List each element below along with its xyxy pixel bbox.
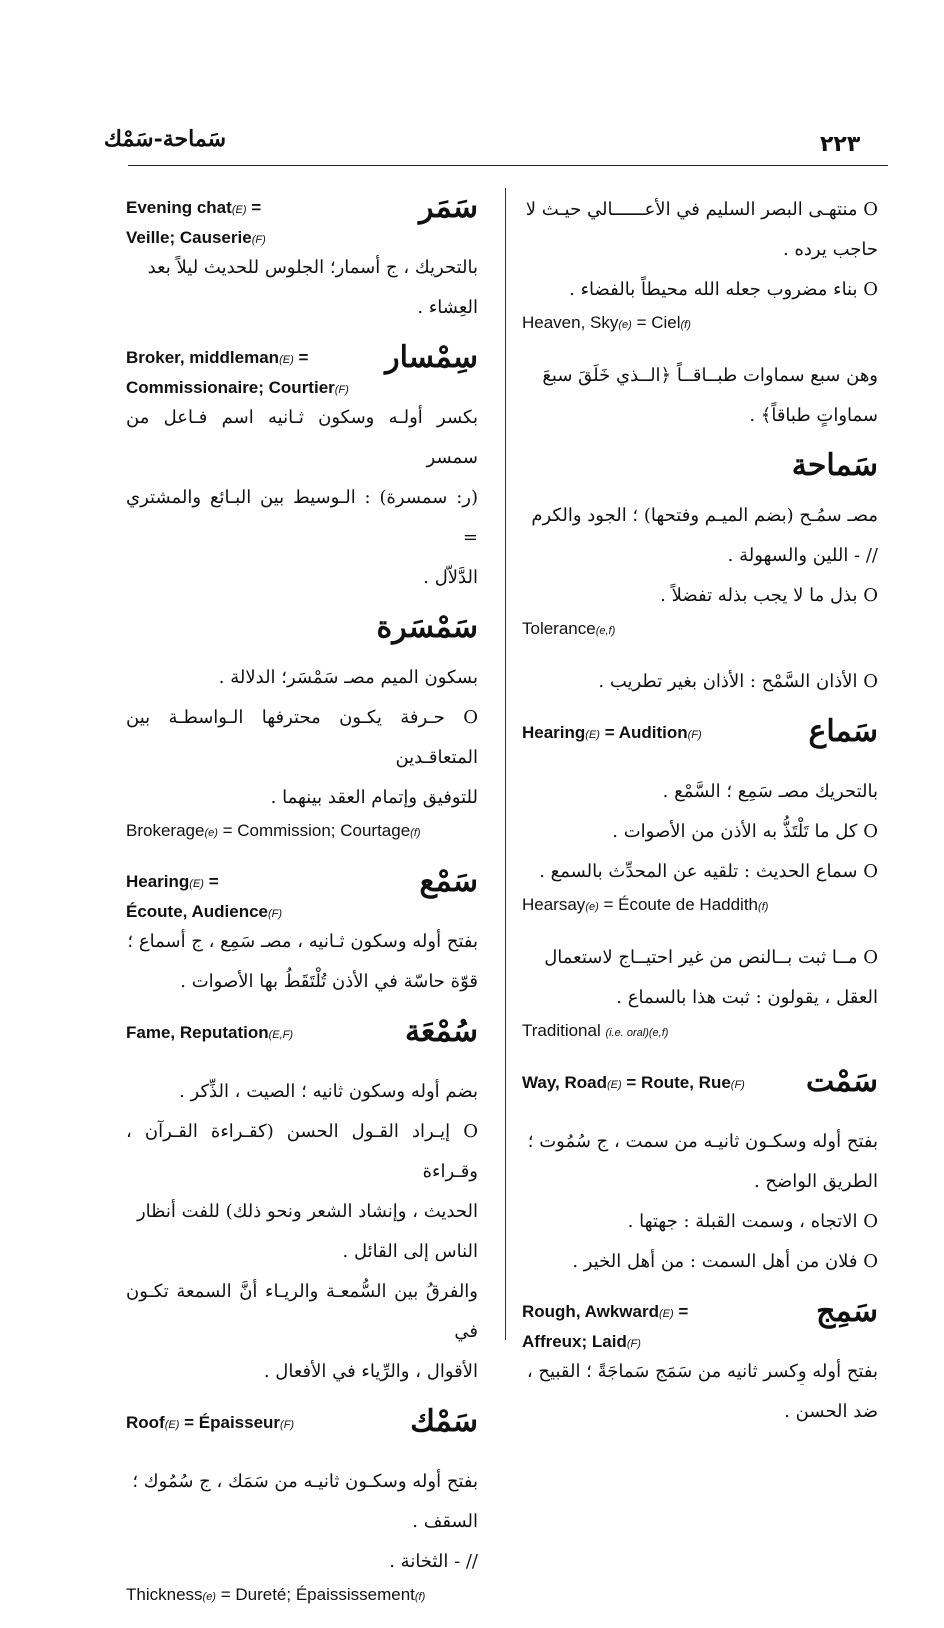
dictionary-entry: [522, 938, 878, 1064]
arabic-definition-line: O مــا ثبت بــالنص من غير احتيــاج لاستعمال: [544, 947, 878, 968]
english-definition: Heaven, Sky(e) = Ciel(f): [522, 313, 691, 332]
english-gloss: Fame, Reputation(E,F): [126, 1023, 294, 1042]
arabic-definition-line: بفتح أوله وسكون ثـانيه ، مصـ سَمِع ، ج أسماع ؛: [127, 931, 478, 952]
arabic-definition-line: // - اللين والسهولة .: [727, 545, 878, 566]
english-definition: Tolerance(e,f): [522, 619, 616, 638]
headword: سَمْك: [410, 1404, 478, 1439]
arabic-definition-line: O بناء مضروب جعله الله محيطاً بالفضاء .: [569, 279, 878, 300]
dictionary-entry: [522, 1294, 878, 1444]
arabic-definition-line: O كل ما تَلْتَذُّ به الأذن من الأصوات .: [612, 821, 878, 842]
arabic-definition-line: العِشاء .: [417, 297, 478, 318]
arabic-definition-line: O الأذان السَّمْح : الأذان بغير تطريب .: [598, 671, 878, 692]
arabic-definition-line: السقف .: [412, 1511, 478, 1532]
english-gloss: Commissionaire; Courtier(F): [126, 378, 349, 397]
dictionary-entry: [126, 864, 478, 1014]
headword: سُمْعَة: [404, 1014, 478, 1049]
arabic-definition-line: O فلان من أهل السمت : من أهل الخير .: [572, 1251, 878, 1272]
entry-header: [126, 340, 478, 398]
english-definition: Thickness(e) = Dureté; Épaississement(f): [126, 1585, 426, 1604]
arabic-definition-line: الدَّلاّل .: [423, 567, 478, 588]
arabic-definition-line: O الاتجاه ، وسمت القبلة : جهتها .: [627, 1211, 878, 1232]
english-gloss: Affreux; Laid(F): [522, 1332, 641, 1351]
headword: سَمَر: [418, 190, 478, 225]
dictionary-entry: [522, 356, 878, 448]
english-gloss: Rough, Awkward(E) =: [522, 1302, 689, 1321]
arabic-definition-line: سماواتٍ طباقاً﴾ .: [749, 405, 878, 426]
arabic-definition-line: بفتح أوله وسكـون ثانيـه من سَمَك ، ج سُمُوك ؛: [132, 1471, 478, 1492]
english-gloss: Hearing(E) =: [126, 872, 219, 891]
arabic-definition-line: الحديث ، وإنشاد الشعر ونحو ذلك) للفت أنظار: [136, 1201, 478, 1222]
headword: سَماع: [808, 714, 878, 749]
dictionary-entry: [126, 610, 478, 864]
header-rule: [128, 165, 888, 166]
arabic-definition-line: ضد الحسن .: [784, 1401, 878, 1422]
arabic-definition-line: (ر: سمسرة) : الـوسيط بين البـائع والمشتري =: [126, 487, 478, 548]
arabic-definition-line: قوّة حاسّة في الأذن تُلْتَقَطُ بها الأصوات .: [180, 971, 478, 992]
arabic-definition-line: العقل ، يقولون : ثبت هذا بالسماع .: [616, 987, 878, 1008]
arabic-definition-line: O منتهـى البصر السليم في الأعــــــالي حيـث لا: [525, 199, 878, 220]
arabic-definition-line: وهن سبع سماوات طبــاقــاً ﴿الــذي خَلَقَ سبعَ: [542, 365, 878, 386]
arabic-definition-line: O سماع الحديث : تلقيه عن المحدِّث بالسمع .: [539, 861, 878, 882]
arabic-definition-line: الطريق الواضح .: [753, 1171, 878, 1192]
headword: سَماحة: [791, 448, 878, 483]
entry-header: [522, 1294, 878, 1352]
entry-header: [522, 1064, 878, 1122]
english-gloss: Evening chat(E) =: [126, 198, 262, 217]
entry-header: [126, 190, 478, 248]
arabic-definition-line: للتوفيق وإتمام العقد بينهما .: [270, 787, 478, 808]
dictionary-entry: [522, 448, 878, 662]
arabic-definition-line: الأقوال ، والرِّياء في الأفعال .: [263, 1361, 478, 1382]
arabic-definition-line: والفرقُ بين السُّمعـة والريـاء أنَّ السمعة تكـون في: [126, 1281, 478, 1342]
english-definition: Traditional (i.e. oral)(e,f): [522, 1021, 669, 1040]
entry-header: [522, 714, 878, 772]
arabic-definition-line: بفتح أوله وسكـون ثانيـه من سمت ، ج سُمُوت ؛: [527, 1131, 878, 1152]
arabic-definition-line: O حـرفة يكـون محترفها الـواسطـة بين المتعاقـدين: [126, 707, 478, 768]
running-title: سَماحة-سَمْك: [103, 126, 226, 152]
headword: سَمْت: [806, 1064, 878, 1099]
right-column: [522, 190, 878, 1444]
dictionary-entry: [126, 1404, 478, 1628]
arabic-definition-line: مصـ سمُـح (بضم الميـم وفتحها) ؛ الجود والكرم: [531, 505, 878, 526]
english-gloss: Roof(E) = Épaisseur(F): [126, 1413, 295, 1432]
dictionary-entry: [126, 1014, 478, 1404]
english-gloss: Way, Road(E) = Route, Rue(F): [522, 1073, 745, 1092]
entry-header: [126, 1404, 478, 1462]
column-divider: [505, 188, 506, 1340]
english-definition: Brokerage(e) = Commission; Courtage(f): [126, 821, 421, 840]
entry-header: [126, 1014, 478, 1072]
page-mark: [800, 1384, 804, 1385]
page-number: ٢٢٣: [820, 132, 861, 157]
arabic-definition-line: O بذل ما لا يجب بذله تفضلاً .: [660, 585, 878, 606]
arabic-definition-line: بالتحريك مصـ سَمِع ؛ السَّمْع .: [662, 781, 878, 802]
arabic-definition-line: الناس إلى القائل .: [342, 1241, 478, 1262]
english-definition: Hearsay(e) = Écoute de Haddith(f): [522, 895, 769, 914]
arabic-definition-line: بفتح أوله وكسر ثانيه من سَمَج سَماجَةً ؛ القبيح ،: [526, 1361, 878, 1382]
arabic-definition-line: بالتحريك ، ج أسمار؛ الجلوس للحديث ليلاً بعد: [147, 257, 478, 278]
headword: سَمْع: [419, 864, 478, 899]
arabic-definition-line: بسكون الميم مصـ سَمْسَر؛ الدلالة .: [218, 667, 478, 688]
arabic-definition-line: بضم أوله وسكون ثانيه ؛ الصيت ، الذِّكر .: [179, 1081, 478, 1102]
headword: سَمْسَرة: [376, 610, 478, 645]
dictionary-entry: [522, 190, 878, 356]
headword: سَمِج: [816, 1294, 878, 1329]
dictionary-entry: [522, 714, 878, 938]
english-gloss: Écoute, Audience(F): [126, 902, 283, 921]
headword: سِمْسار: [385, 340, 478, 375]
arabic-definition-line: حاجب يرده .: [783, 239, 878, 260]
dictionary-entry: [126, 340, 478, 610]
entry-header: [126, 610, 478, 658]
english-gloss: Hearing(E) = Audition(F): [522, 723, 702, 742]
dictionary-entry: [126, 190, 478, 340]
dictionary-entry: [522, 1064, 878, 1294]
entry-header: [126, 864, 478, 922]
entry-header: [522, 448, 878, 496]
english-gloss: Veille; Causerie(F): [126, 228, 266, 247]
arabic-definition-line: // - الثخانة .: [389, 1551, 478, 1572]
left-column: [126, 190, 478, 1628]
english-gloss: Broker, middleman(E) =: [126, 348, 309, 367]
arabic-definition-line: بكسر أولـه وسكون ثـانيه اسم فـاعل من سمسر: [126, 407, 478, 468]
dictionary-entry: [522, 662, 878, 714]
arabic-definition-line: O إيـراد القـول الحسن (كقـراءة القـرآن ، وقـراءة: [126, 1121, 478, 1182]
